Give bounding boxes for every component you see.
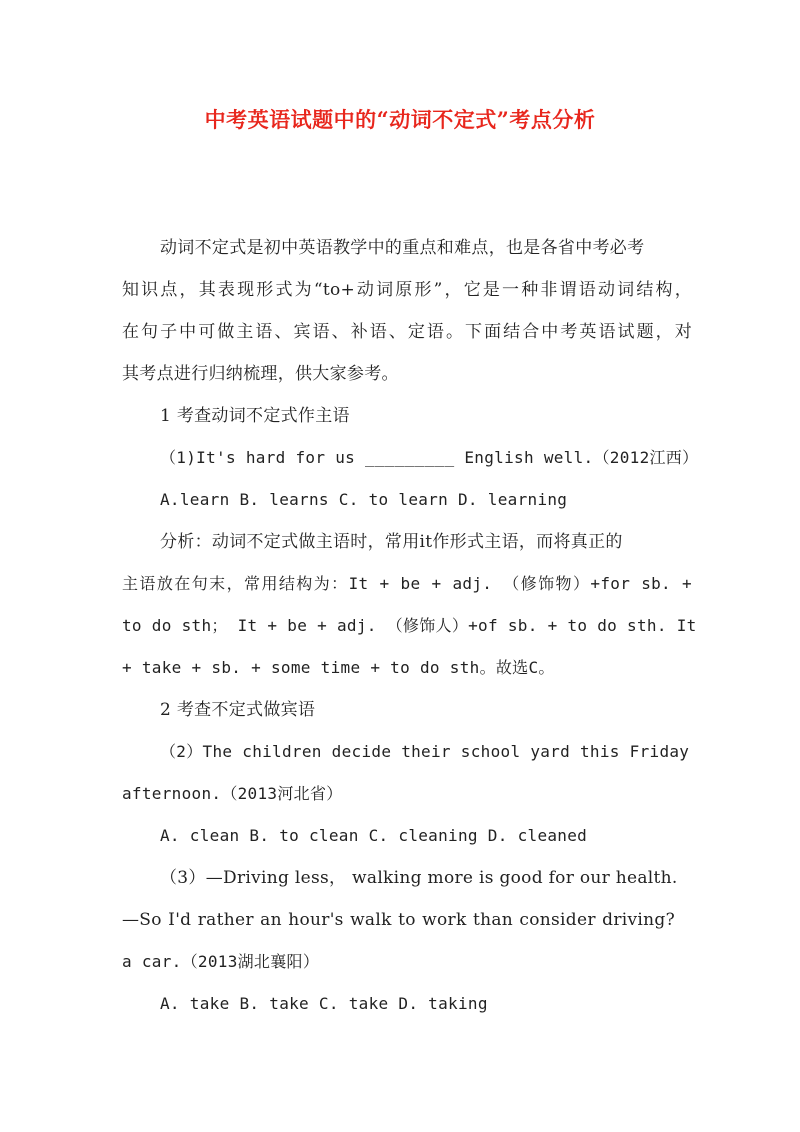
section-heading: 2 考查不定式做宾语 (160, 700, 316, 720)
section-heading: 1 考查动词不定式作主语 (160, 406, 350, 426)
answer-options: A. take B. take C. take D. taking (160, 994, 488, 1013)
question-line: （3）—Driving less， walking more is good for our health. (160, 868, 678, 888)
question-line: （2）The children decide their school yard this Friday (160, 742, 690, 761)
body-line: 其考点进行归纳梳理，供大家参考。 (122, 364, 399, 384)
body-line: 知识点，其表现形式为“to+动词原形”，它是一种非谓语动词结构， (122, 280, 692, 300)
question-line: （1)It's hard for us _________ English well.（2012江西） (160, 448, 699, 467)
question-line: a car.（2013湖北襄阳） (122, 952, 320, 971)
analysis-line: 主语放在句末，常用结构为：It + be + adj. （修饰物）+for sb. + (122, 574, 692, 593)
question-line: —So I'd rather an hour's walk to work than consider driving? (122, 910, 675, 930)
body-line: 在句子中可做主语、宾语、补语、定语。下面结合中考英语试题，对 (122, 322, 692, 342)
analysis-line: to do sth； It + be + adj. （修饰人）+of sb. + to do sth. It (122, 616, 697, 635)
answer-options: A.learn B. learns C. to learn D. learning (160, 490, 568, 509)
answer-options: A. clean B. to clean C. cleaning D. cleaned (160, 826, 588, 845)
analysis-line: 分析：动词不定式做主语时，常用it作形式主语，而将真正的 (160, 532, 623, 552)
body-line: 动词不定式是初中英语教学中的重点和难点，也是各省中考必考 (160, 238, 645, 258)
question-line: afternoon.（2013河北省） (122, 784, 343, 803)
analysis-line: + take + sb. + some time + to do sth。故选C。 (122, 658, 555, 677)
document-title: 中考英语试题中的“动词不定式”考点分析 (204, 107, 596, 132)
